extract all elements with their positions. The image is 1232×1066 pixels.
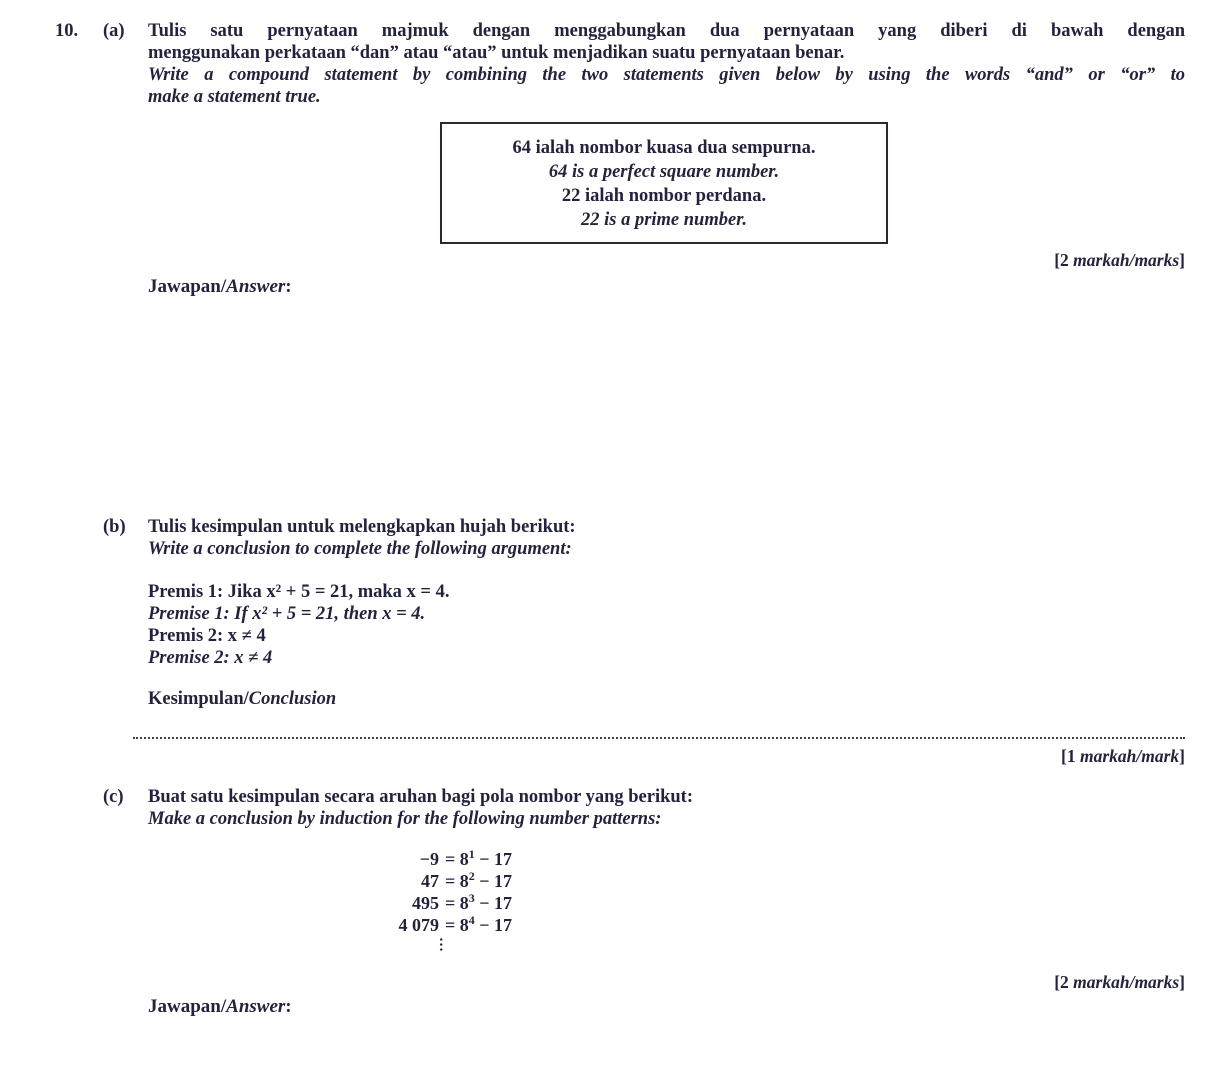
answer-label-c-malay: Jawapan/ — [148, 996, 227, 1017]
equation-3-lhs: 495 — [412, 893, 439, 913]
question-part-a — [55, 20, 1185, 108]
vertical-ellipsis: … — [436, 937, 452, 953]
part-b-label: (b) — [103, 517, 126, 537]
part-b-prompt-malay: Tulis kesimpulan untuk melengkapkan hujah berikut: — [148, 517, 576, 537]
equation-3 — [383, 892, 512, 914]
conclusion-label-english: Conclusion — [248, 689, 337, 709]
part-a-prompt-malay-line1: Tulis satu pernyataan majmuk dengan menggabungkan dua pernyataan yang diberi di bawah dengan — [148, 21, 1185, 41]
equation-4-lhs: 4 079 — [398, 915, 439, 935]
part-b-prompt-english: Write a conclusion to complete the following argument: — [148, 539, 572, 559]
marks-b-prefix: [1 — [1061, 746, 1080, 766]
part-a-label: (a) — [103, 21, 125, 41]
equation-1-lhs: −9 — [419, 849, 439, 869]
part-b-content — [148, 516, 1185, 710]
answer-label-a-malay: Jawapan/ — [148, 276, 227, 297]
marks-part-c — [1054, 971, 1185, 993]
part-a-prompt-malay-line2: menggunakan perkataan “dan” atau “atau” untuk menjadikan suatu pernyataan benar. — [148, 43, 845, 63]
equation-2 — [383, 870, 512, 892]
equation-2-rhs: = $8^2 - 17$ — [445, 869, 513, 891]
part-c-content — [148, 786, 1185, 830]
statement-22-malay: 22 ialah nombor perdana. — [561, 186, 767, 206]
equation-4 — [383, 914, 512, 936]
number-pattern-block — [383, 848, 512, 956]
answer-label-part-a — [148, 276, 292, 298]
answer-label-c-english: Answer — [226, 996, 286, 1017]
marks-part-b — [1061, 745, 1185, 767]
marks-a-label: markah/marks — [1073, 250, 1180, 270]
answer-label-part-c — [148, 996, 292, 1018]
premise-2-malay: Premis 2: x ≠ 4 — [148, 626, 266, 646]
answer-label-c-colon: : — [285, 996, 292, 1017]
premises-block — [148, 581, 1185, 669]
part-c-prompt-english: Make a conclusion by induction for the following number patterns: — [148, 809, 662, 829]
answer-label-a-colon: : — [285, 276, 292, 297]
premise-1-english: Premise 1: If x² + 5 = 21, then x = 4. — [148, 604, 426, 624]
statement-22-english: 22 is a prime number. — [580, 210, 747, 230]
part-a-prompt-english-line1: Write a compound statement by combining the two statements given below by using the words “and” or “or” to — [148, 65, 1185, 85]
statement-box — [440, 122, 888, 244]
marks-a-suffix: ] — [1179, 250, 1185, 270]
answer-dotted-line — [133, 728, 1185, 739]
conclusion-label-malay: Kesimpulan/ — [148, 689, 249, 709]
marks-c-label: markah/marks — [1073, 972, 1180, 992]
statement-64-malay: 64 ialah nombor kuasa dua sempurna. — [512, 138, 816, 158]
question-part-b — [103, 516, 1185, 710]
equation-2-lhs: 47 — [421, 871, 439, 891]
question-number: 10. — [55, 21, 79, 41]
premise-1-malay: Premis 1: Jika x² + 5 = 21, maka x = 4. — [148, 582, 450, 602]
marks-a-prefix: [2 — [1054, 250, 1074, 270]
conclusion-label — [148, 688, 1185, 710]
marks-c-suffix: ] — [1179, 972, 1185, 992]
equation-1 — [383, 848, 512, 870]
marks-b-label: markah/mark — [1079, 746, 1180, 766]
marks-b-suffix: ] — [1179, 746, 1185, 766]
premise-2-english: Premise 2: x ≠ 4 — [148, 648, 273, 668]
equation-1-rhs: = $8^1 - 17$ — [445, 847, 513, 869]
marks-c-prefix: [2 — [1054, 972, 1074, 992]
statement-64-english: 64 is a perfect square number. — [548, 162, 780, 182]
part-a-prompt-english-line2: make a statement true. — [148, 87, 321, 107]
part-c-prompt-malay: Buat satu kesimpulan secara aruhan bagi pola nombor yang berikut: — [148, 787, 693, 807]
question-part-c — [103, 786, 1185, 830]
equation-3-rhs: = $8^3 - 17$ — [445, 891, 513, 913]
marks-part-a — [1054, 249, 1185, 271]
answer-label-a-english: Answer — [226, 276, 286, 297]
equation-4-rhs: = $8^4 - 17$ — [445, 913, 513, 935]
part-c-label: (c) — [103, 787, 124, 807]
part-a-prompt — [148, 20, 1185, 108]
